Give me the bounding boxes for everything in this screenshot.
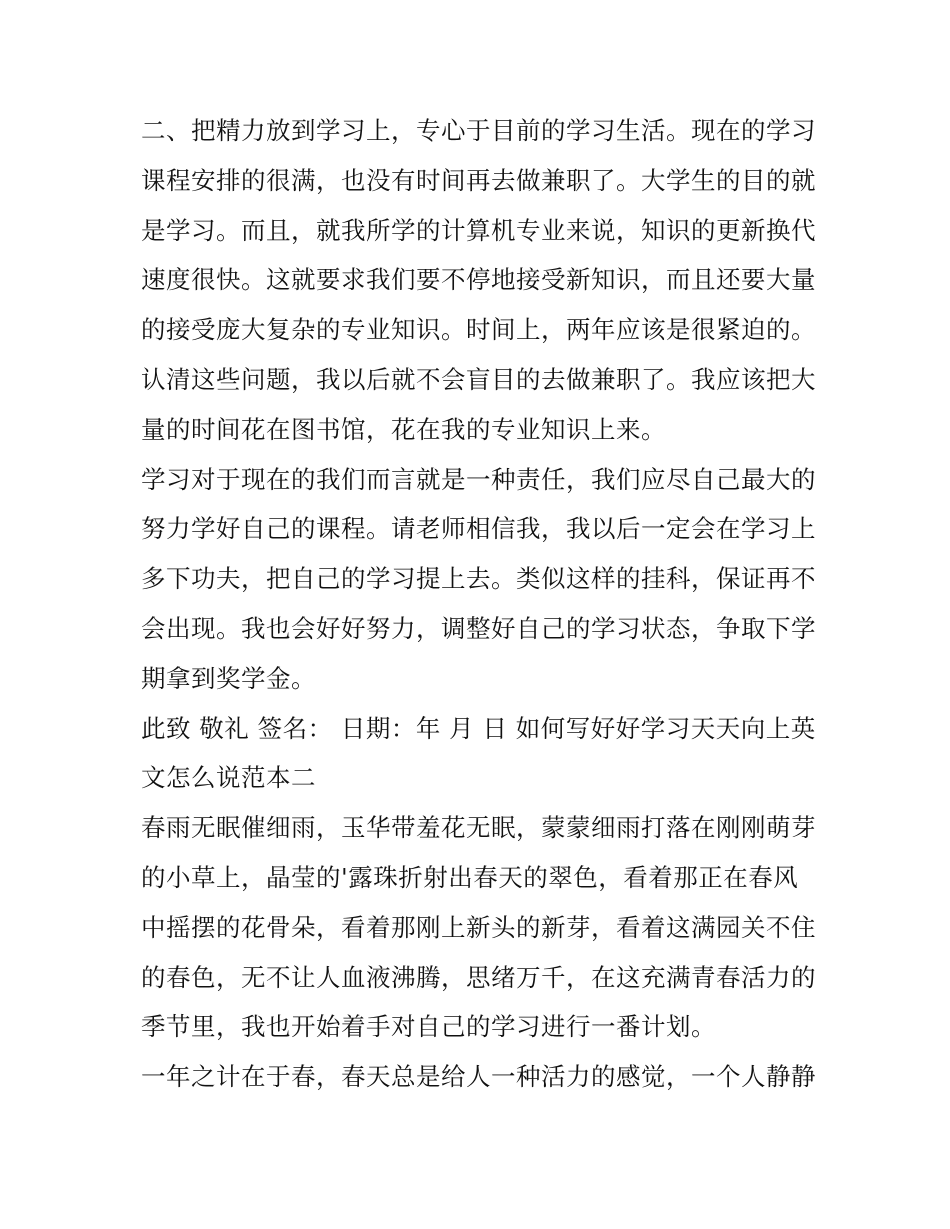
text-line: 一年之计在于春，春天总是给人一种活力的感觉，一个人静静 — [141, 1062, 816, 1092]
text-line: 中摇摆的花骨朵，看着那刚上新头的新芽，看着这满园关不住 — [141, 912, 816, 942]
text-line: 的小草上，晶莹的'露珠折射出春天的翠色，看着那正在春风 — [141, 862, 799, 892]
text-line: 此致 敬礼 签名： 日期：年 月 日 如何写好好学习天天向上英 — [141, 713, 816, 743]
text-line: 会出现。我也会好好努力，调整好自己的学习状态，争取下学 — [141, 613, 816, 643]
text-line: 的春色，无不让人血液沸腾，思绪万千，在这充满青春活力的 — [141, 962, 816, 992]
paragraph-year-plan — [141, 1052, 821, 1102]
text-line: 期拿到奖学金。 — [141, 663, 316, 693]
text-line: 文怎么说范本二 — [141, 763, 316, 793]
text-line: 是学习。而且，就我所学的计算机专业来说，知识的更新换代 — [141, 215, 816, 245]
paragraph-responsibility — [141, 455, 821, 704]
text-line: 学习对于现在的我们而言就是一种责任，我们应尽自己最大的 — [141, 464, 816, 494]
text-line: 春雨无眠催细雨，玉华带羞花无眠，蒙蒙细雨打落在刚刚萌芽 — [141, 813, 816, 843]
paragraph-study-focus — [141, 106, 821, 455]
paragraph-signature — [141, 704, 821, 804]
text-line: 速度很快。这就要求我们要不停地接受新知识，而且还要大量 — [141, 265, 816, 295]
text-line: 量的时间花在图书馆，花在我的专业知识上来。 — [141, 414, 666, 444]
text-line: 季节里，我也开始着手对自己的学习进行一番计划。 — [141, 1012, 716, 1042]
text-line: 课程安排的很满，也没有时间再去做兼职了。大学生的目的就 — [141, 165, 816, 195]
document-body — [141, 106, 821, 1102]
paragraph-spring-rain — [141, 803, 821, 1052]
text-line: 多下功夫，把自己的学习提上去。类似这样的挂科，保证再不 — [141, 564, 816, 594]
text-line: 认清这些问题，我以后就不会盲目的去做兼职了。我应该把大 — [141, 364, 816, 394]
text-line: 二、把精力放到学习上，专心于目前的学习生活。现在的学习 — [141, 116, 816, 145]
text-line: 的接受庞大复杂的专业知识。时间上，两年应该是很紧迫的。 — [141, 315, 816, 345]
text-line: 努力学好自己的课程。请老师相信我，我以后一定会在学习上 — [141, 514, 816, 544]
